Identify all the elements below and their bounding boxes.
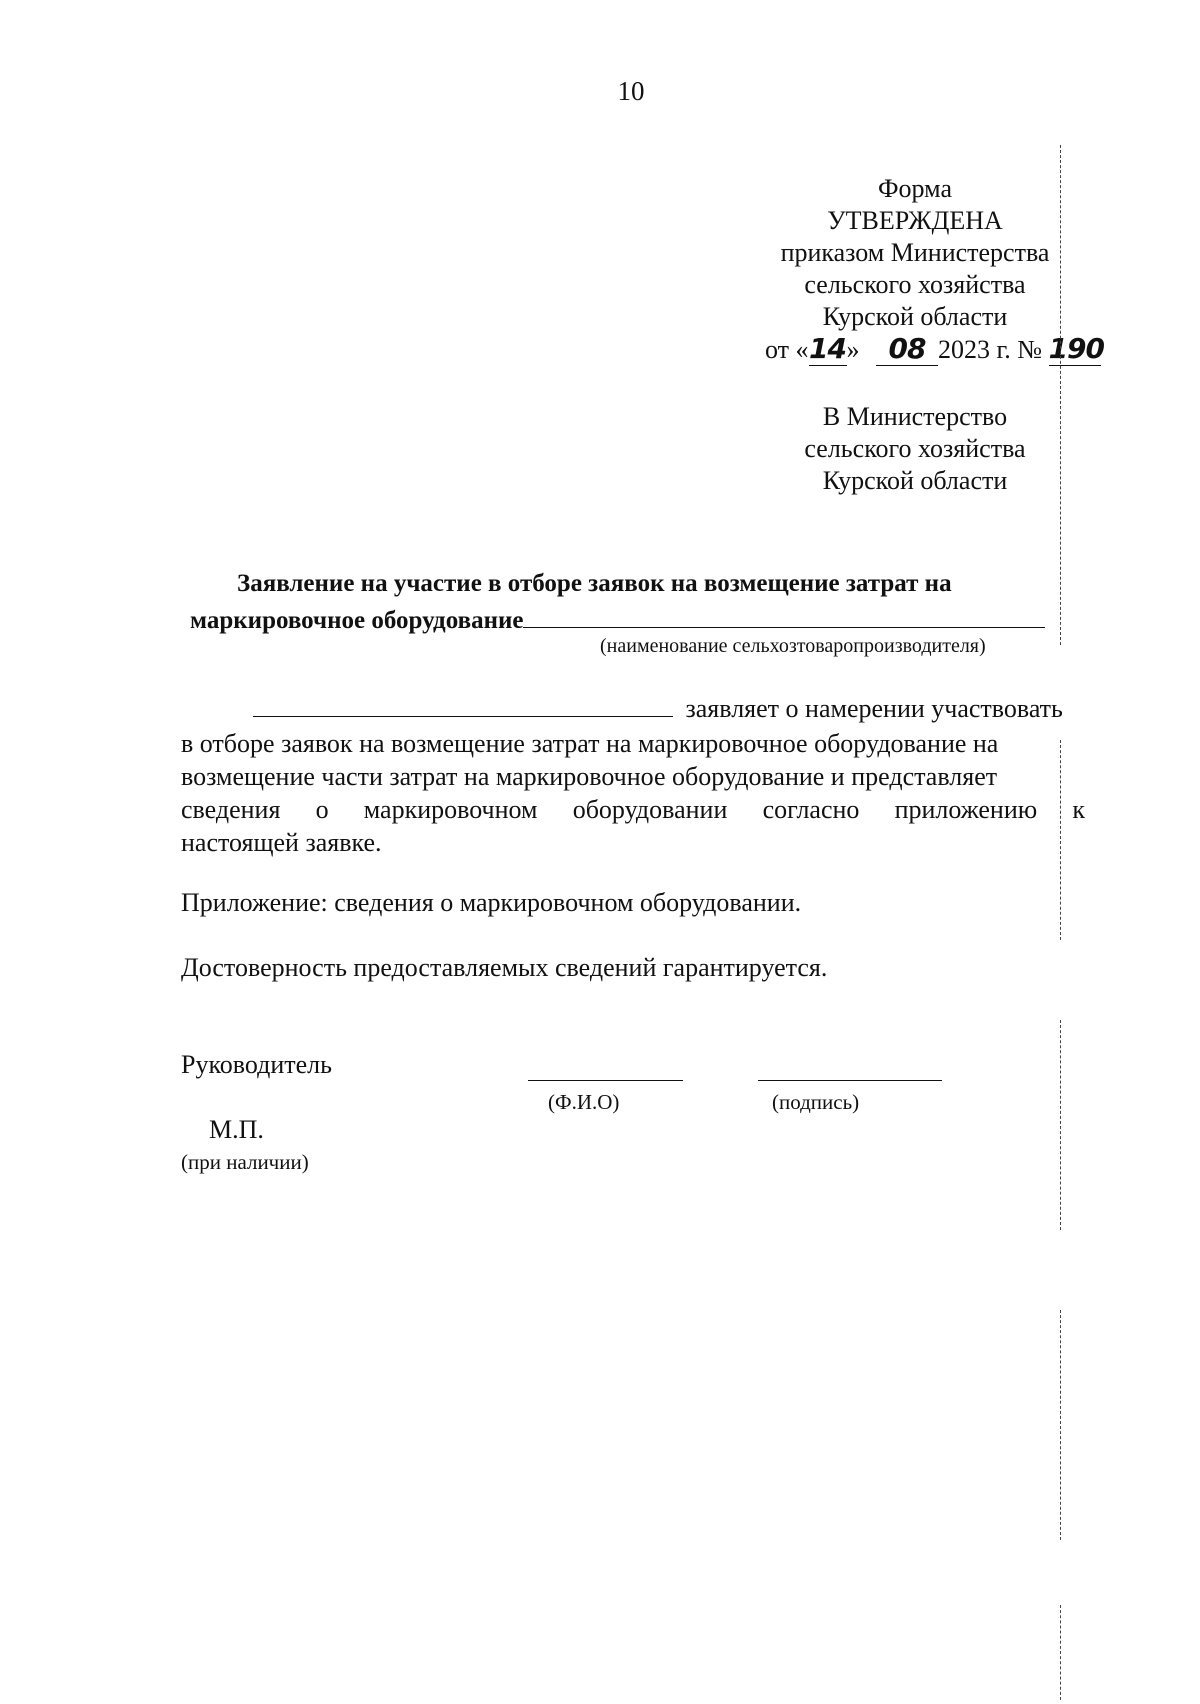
- body-word: к: [1072, 795, 1085, 824]
- name-blank-line: [528, 1080, 683, 1081]
- body-word: маркировочном: [363, 795, 538, 824]
- attachment-note: Приложение: сведения о маркировочном оборудовании.: [181, 888, 802, 917]
- approval-ministry-line: сельского хозяйства: [804, 270, 1026, 299]
- body-line-1: [253, 694, 1063, 724]
- body-word: о: [315, 795, 329, 824]
- stamp-label: М.П.: [209, 1115, 264, 1144]
- addressee-block: [720, 401, 1110, 497]
- approval-form-label: Форма: [878, 174, 952, 203]
- document-title-line-2: [190, 603, 1045, 635]
- date-day: 14: [809, 332, 847, 365]
- approval-date-line: [765, 332, 1105, 366]
- page-number: 10: [617, 76, 645, 106]
- signature-caption: (подпись): [772, 1090, 860, 1114]
- addressee-line-2: сельского хозяйства: [804, 434, 1026, 463]
- date-month: 08: [876, 332, 938, 366]
- body-line-3: возмещение части затрат на маркировочное оборудование и представляет: [181, 762, 998, 791]
- approval-block: [720, 173, 1110, 333]
- applicant-name-blank: [523, 603, 1045, 628]
- date-mid: »: [846, 335, 860, 364]
- margin-rule-footer: [1060, 1605, 1061, 1700]
- approval-approved-label: УТВЕРЖДЕНА: [827, 206, 1003, 235]
- date-prefix: от «: [765, 335, 809, 364]
- name-caption: (Ф.И.О): [548, 1090, 620, 1114]
- body-word: приложению: [894, 795, 1038, 824]
- body-line-4: [181, 795, 1085, 825]
- margin-rule-top: [1060, 145, 1061, 645]
- order-number: 190: [1048, 332, 1105, 365]
- body-line-5: настоящей заявке.: [181, 828, 382, 857]
- document-title-equipment: маркировочное оборудование: [190, 607, 524, 634]
- guarantee-note: Достоверность предоставляемых сведений гарантируется.: [181, 953, 828, 982]
- body-word: оборудовании: [572, 795, 728, 824]
- date-year: 2023 г. №: [938, 335, 1043, 364]
- margin-rule-middle: [1060, 740, 1061, 940]
- stamp-caption: (при наличии): [181, 1150, 309, 1174]
- addressee-line-1: В Министерство: [822, 402, 1008, 431]
- approval-region-line: Курской области: [822, 302, 1008, 331]
- signatory-role: Руководитель: [181, 1050, 332, 1079]
- margin-rule-bottom: [1060, 1310, 1061, 1540]
- applicant-blank: [253, 694, 673, 717]
- document-title-line-1: Заявление на участие в отборе заявок на возмещение затрат на: [237, 570, 952, 597]
- margin-rule-lower: [1060, 1020, 1061, 1230]
- body-word: согласно: [762, 795, 860, 824]
- addressee-line-3: Курской области: [822, 466, 1008, 495]
- signature-blank-line: [758, 1080, 942, 1081]
- body-line-2: в отборе заявок на возмещение затрат на маркировочное оборудование на: [181, 729, 999, 758]
- body-word: сведения: [181, 795, 281, 824]
- applicant-name-caption: (наименование сельхозтоваропроизводителя): [600, 635, 986, 657]
- approval-order-line: приказом Министерства: [780, 238, 1050, 267]
- body-line-1-text: заявляет о намерении участвовать: [685, 694, 1063, 723]
